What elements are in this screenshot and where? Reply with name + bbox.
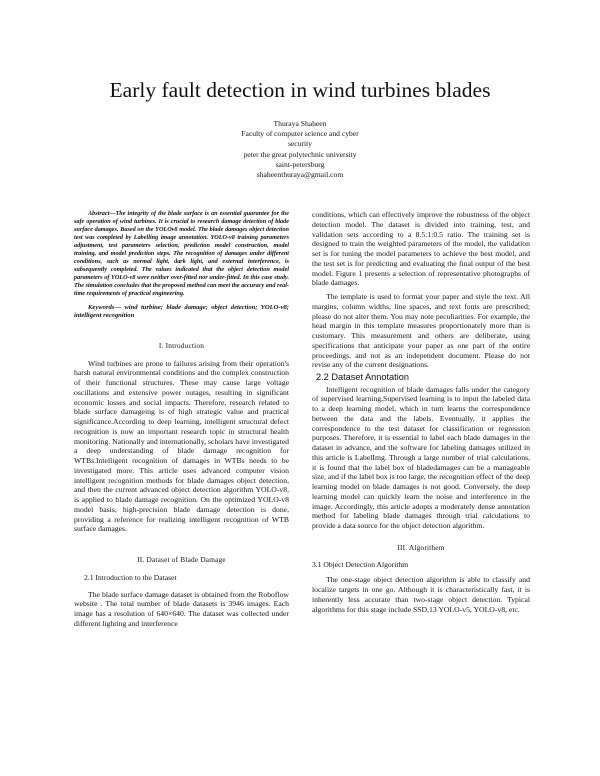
section-heading-dataset: II. Dataset of Blade Damage — [137, 555, 226, 565]
subsection-heading-annotation: 2.2 Dataset Annotation — [316, 372, 409, 382]
author-block — [0, 119, 600, 180]
author-city: saint-petersburg — [275, 159, 325, 169]
introduction-text: Wind turbines are prone to failures arising from their operation's harsh natural environmental conditions and the complex construction of their functional structures. These may cause large voltage oscillations and extensive power outages, resulting in significant economic losses and social impacts. Therefore, research related to blade surface damageing is of high strategic value and practical significance.According to deep learning, intelligent structural defect recognition is now an important research topic in structural health monitoring. Nationally and internationally, scholars have investigated a deep understanding of blade damage recognition for WTBs.Intelligent recognition of damages in WTBs needs to be investigated more. This article uses advanced computer vision intelligent recognition methods for blade damages object detection, and then the current advanced object detection algorithm YOLO-v8, is applied to blade damage recognition. On the optimized YOLO-v8 model basis, high-precision blade damage detection is done, providing a reference for realizing intelligent recognition of WTB surface damages. — [74, 358, 289, 534]
author-email: shaheenthuraya@gmail.com — [256, 170, 344, 180]
author-affiliation-line-1: Faculty of computer science and cyber — [241, 129, 359, 139]
dataset-continued-text: conditions, which can effectively improve the robustness of the object detection model. The dataset is divided into training, test, and validation sets according to a 8.5:1:0.5 ratio. The training set is designed to train the weighted parameters of the model, the validation set is for tuning the model parameters to achieve the best model, and the test set is for predicting and evaluating the final output of the best model. Figure 1 presents a selection of representative photographs of blade damages. — [312, 210, 530, 288]
author-university: peter the great polytechnic university — [243, 149, 357, 159]
section-heading-introduction: I. Introduction — [158, 340, 205, 350]
dataset-text: The blade surface damage dataset is obtained from the Roboflow website . The total number of blade datasets is 3946 images. Each image has a resolution of 640×640. The dataset was collected under different lighting and interference — [74, 589, 289, 628]
author-name: Thuraya Shaheen — [273, 119, 327, 128]
right-column — [312, 210, 530, 614]
abstract: Abstract—The integrity of the blade surface is an essential guarantee for the safe operation of wind turbines. It is crucial to research damage detection of blade surface damages. Based on the YOLOv8 model. The blade damages object detection test was completed by Labelling image annotation. YOLO-v8 training parameters adjustment, test parameters selection, prediction model construction, model training, and model prediction steps. The recognition of damages under different conditions, such as normal light, dark light, and external interference, is subsequently completed. The values indicated that the object detection model parameters of YOLO-v8 were neither over-fitted nor under-fitted. In this case study. The simulation concludes that the proposed method can meet the accuracy and real-time requirements of practical engineering. — [74, 210, 289, 298]
algorithm-text: The one-stage object detection algorithm is able to classify and localize targets in one go. Although it is characteristically fast, it is inherently less accurate than two-stage object detection. Typical algorithms for this stage include SSD,13 YOLO-v5, YOLO-v8, etc. — [312, 575, 530, 614]
author-affiliation-line-2: security — [287, 139, 313, 149]
left-column — [74, 210, 289, 629]
keywords: Keywords— wind turbine; blade damage; object detection; YOLO-v8; intelligent recognition — [74, 303, 289, 319]
annotation-text: Intelligent recognition of blade damages falls under the category of supervised learning.Supervised learning is to input the labeled data to a deep learning model, which in turn learns the correspondence between the data and the labels. Eventually, it applies the correspondence to the test dataset for classification or regression purposes. Therefore, it is essential to label each blade damages in the dataset in advance, and the software for labeling damages utilized in this article is LabelImg. Through a large number of trial calculations, it is found that the label box of bladedamages can be a manageable size, and if the label box is too large, the recognition effect of the deep learning model on blade damages is not good. Conversely, the deep learning model can quickly learn the noise and interference in the image. Accordingly, this article adopts a moderately dense annotation method for labeling blade damages through trial calculations to provide a data source for the object detection algorithm. — [312, 384, 530, 531]
template-note-text: The template is used to format your paper and style the text. All margins, column widths, line spaces, and text fonts are prescribed; please do not alter them. You may note peculiarities. For example, the head margin in this template measures proportionately more than is customary. This measurement and others are deliberate, using specifications that anticipate your paper as one part of the entire proceedings, and not as an independent document. Please do not revise any of the current designations. — [312, 292, 530, 370]
section-heading-algorithm: III. Algorithem — [397, 542, 445, 552]
subsection-heading-dataset-intro: 2.1 Introduction to the Dataset — [84, 572, 177, 582]
subsection-heading-object-detection: 3.1 Object Detection Algorithm — [312, 559, 409, 569]
paper-title: Early fault detection in wind turbines blades — [109, 78, 491, 102]
